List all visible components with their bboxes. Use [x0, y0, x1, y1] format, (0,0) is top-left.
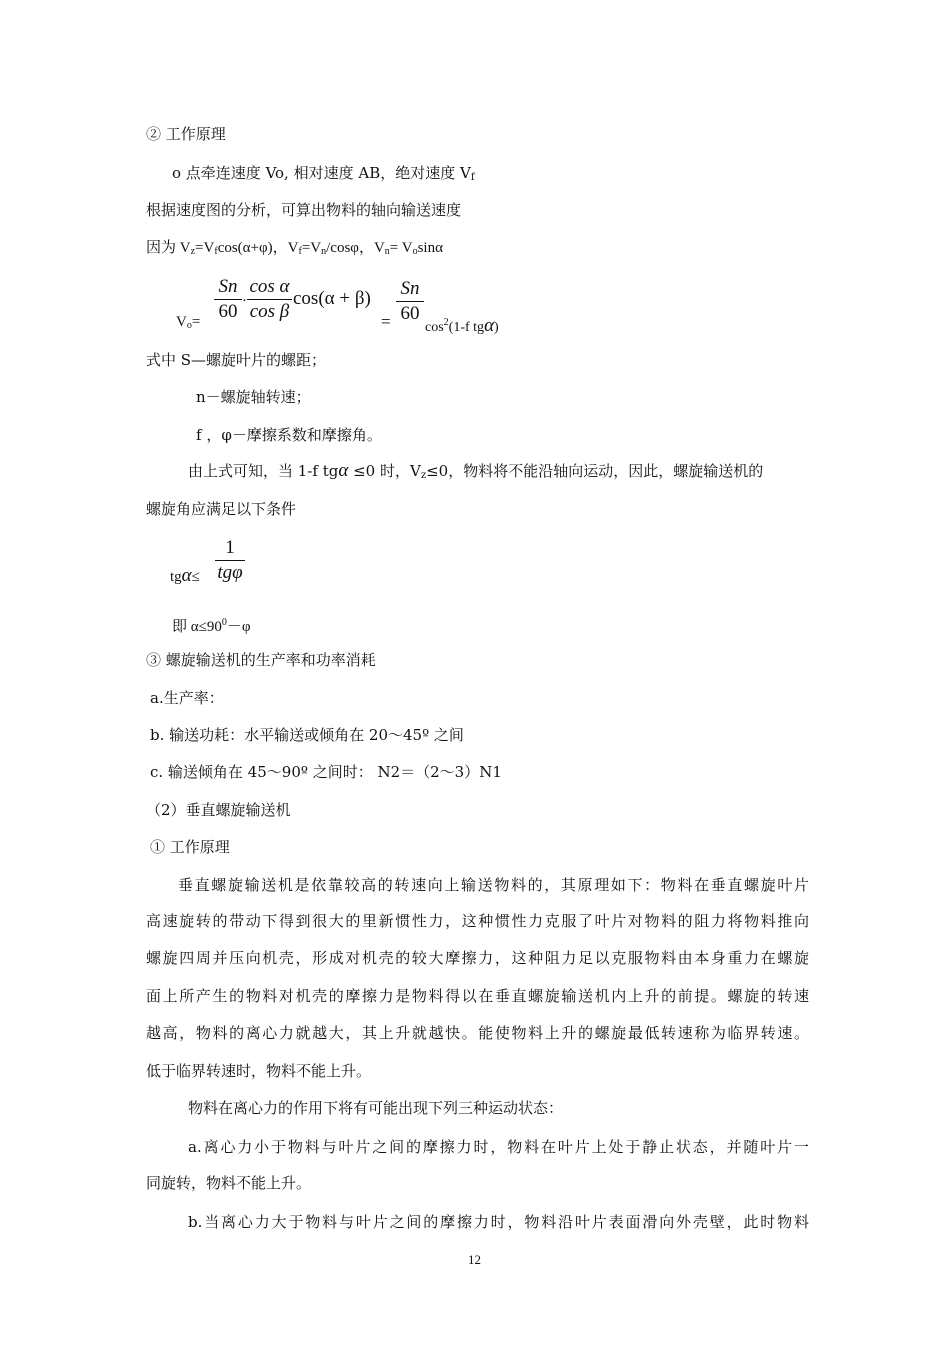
section-heading-working-principle: ② 工作原理: [146, 125, 226, 143]
because-line: 因为 $V_z=V_f\cos(\alpha+\varphi)$，$V_f=V_n$/cosφ，$V_n= V_o\sin\alpha$: [146, 240, 443, 257]
fraction-sn-60-b: Sn 60: [396, 278, 424, 325]
para-line: 同旋转，物料不能上升。: [146, 1174, 312, 1192]
where-f: f ，φ－摩擦系数和摩擦角。: [196, 426, 382, 444]
para-line: 低于临界转速时，物料不能上升。: [146, 1062, 372, 1080]
formula-tail: $\cos^2(1-f$ tgα): [425, 315, 499, 336]
formula-lhs: $V_o=$: [176, 314, 201, 331]
fraction-cos: cos α cos β: [247, 276, 292, 323]
condition-line-2: 螺旋角应满足以下条件: [146, 500, 297, 518]
fraction-sn-60: Sn 60: [214, 276, 242, 323]
para-line: 垂直螺旋输送机是依靠较高的转速向上输送物料的，其原理如下：物料在垂直螺旋叶片: [178, 876, 809, 894]
para-line: a.离心力小于物料与叶片之间的摩擦力时，物料在叶片上处于静止状态，并随叶片一: [188, 1138, 809, 1156]
where-s: 式中 S—螺旋叶片的螺距；: [146, 351, 327, 369]
where-n: n－螺旋轴转速；: [196, 388, 311, 406]
velocity-line: o 点牵连速度 Vo, 相对速度 AB，绝对速度 $V_f$: [172, 164, 475, 183]
condition-line-1: 由上式可知，当 1-f tgα ≤0 时，$V_z\le 0$，物料将不能沿轴向运动，因此，螺旋输送机的: [188, 460, 764, 481]
ie-line: 即 $\alpha\le 90^0-\varphi$: [172, 617, 251, 635]
item-c: c. 输送倾角在 45～90º 之间时： N2＝（2～3）N1: [150, 763, 502, 781]
para-line: 高速旋转的带动下得到很大的里新惯性力，这种惯性力克服了叶片对物料的阻力将物料推向: [146, 912, 809, 930]
multiply-dot: ·: [242, 293, 247, 309]
analysis-line: 根据速度图的分析，可算出物料的轴向输送速度: [146, 201, 462, 219]
para-line: 面上所产生的物料对机壳的摩擦力是物料得以在垂直螺旋输送机内上升的前提。螺旋的转速: [146, 987, 809, 1005]
page-number: 12: [468, 1252, 481, 1267]
fraction-1-tgphi: 1 tgφ: [215, 537, 245, 584]
para-line: 越高，物料的离心力就越大，其上升就越快。能使物料上升的螺旋最低转速称为临界转速。: [146, 1024, 809, 1042]
paragraph-states-intro: 物料在离心力的作用下将有可能出现下列三种运动状态：: [188, 1099, 564, 1117]
para-line: 螺旋四周并压向机壳，形成对机壳的较大摩擦力，这种阻力足以克服物料由本身重力在螺旋: [146, 949, 809, 967]
paragraph-state-b: b.当离心力大于物料与叶片之间的摩擦力时，物料沿叶片表面滑向外壳壁，此时物料: [188, 1213, 809, 1231]
cos-sum-term: cos(α + β): [293, 288, 371, 309]
item-a: a.生产率：: [150, 689, 224, 707]
formula2-lhs: tgα≤: [170, 565, 200, 586]
section-heading-vertical: （2）垂直螺旋输送机: [146, 801, 291, 819]
section-heading-principle: ① 工作原理: [150, 838, 230, 856]
equals-sign: =: [381, 312, 391, 331]
section-heading-productivity: ③ 螺旋输送机的生产率和功率消耗: [146, 651, 376, 669]
item-b: b. 输送功耗：水平输送或倾角在 20～45º 之间: [150, 726, 464, 744]
